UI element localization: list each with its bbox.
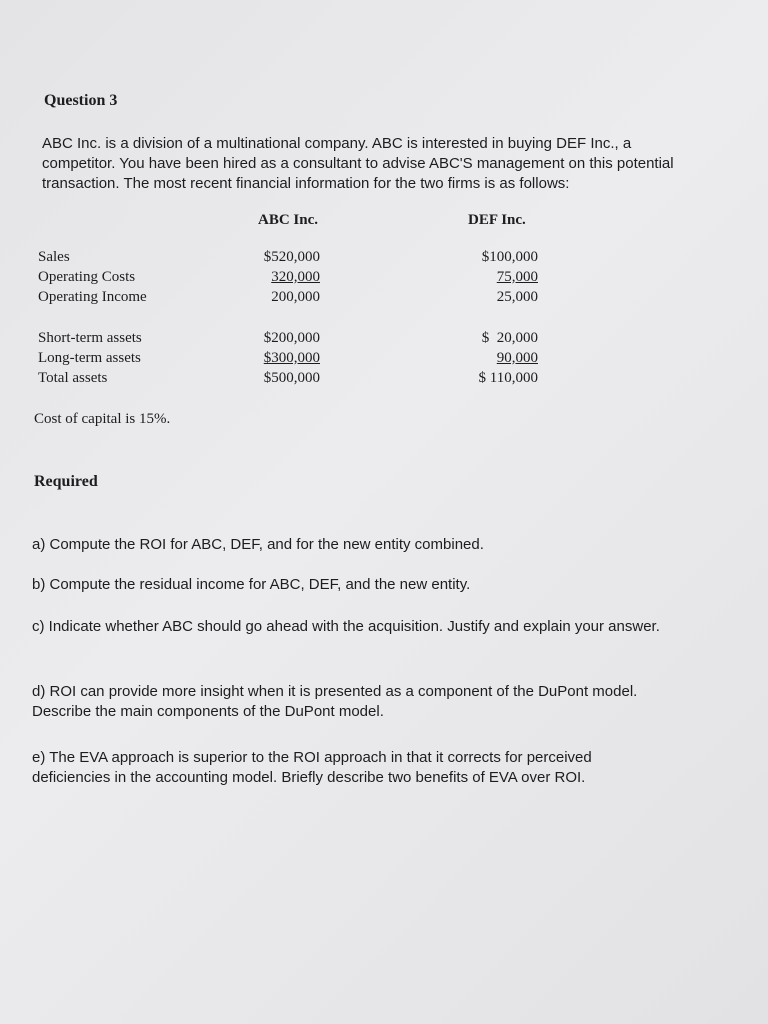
value-def-operating-income: 25,000	[496, 289, 538, 305]
row-label-long-term-assets: Long-term assets	[38, 350, 141, 366]
row-label-total-assets: Total assets	[38, 370, 108, 386]
value-abc-long-term-assets: $300,000	[263, 350, 320, 366]
question-line: d) ROI can provide more insight when it is presented as a component of the DuPont model.	[32, 683, 638, 700]
value-abc-total-assets: $500,000	[263, 370, 320, 386]
row-label-operating-costs: Operating Costs	[38, 269, 136, 285]
value-def-short-term-assets: $ 20,000	[481, 330, 538, 346]
row-label-short-term-assets: Short-term assets	[38, 330, 142, 346]
value-def-long-term-assets: 90,000	[496, 350, 538, 366]
question-line: a) Compute the ROI for ABC, DEF, and for the new entity combined.	[32, 536, 484, 553]
cost-of-capital: Cost of capital is 15%.	[34, 411, 171, 427]
value-abc-sales: $520,000	[263, 249, 320, 265]
intro-line: ABC Inc. is a division of a multinational company. ABC is interested in buying DEF Inc., a	[42, 135, 632, 152]
value-def-sales: $100,000	[481, 249, 538, 265]
intro-line: transaction. The most recent financial information for the two firms is as follows:	[42, 175, 570, 192]
row-label-operating-income: Operating Income	[38, 289, 147, 305]
value-def-total-assets: $ 110,000	[478, 370, 538, 386]
question-line: b) Compute the residual income for ABC, DEF, and the new entity.	[32, 576, 471, 593]
question-item-b	[32, 575, 470, 595]
value-abc-operating-costs: 320,000	[271, 269, 320, 285]
question-line: Describe the main components of the DuPont model.	[32, 703, 384, 720]
question-item-d	[32, 682, 637, 722]
intro-line: competitor. You have been hired as a consultant to advise ABC'S management on this potential	[42, 155, 674, 172]
column-header-def: DEF Inc.	[468, 212, 526, 228]
value-abc-short-term-assets: $200,000	[263, 330, 320, 346]
question-line: deficiencies in the accounting model. Briefly describe two benefits of EVA over ROI.	[32, 769, 586, 786]
question-item-e	[32, 748, 592, 788]
column-header-abc: ABC Inc.	[258, 212, 319, 228]
value-def-operating-costs: 75,000	[496, 269, 538, 285]
question-line: e) The EVA approach is superior to the ROI approach in that it corrects for perceived	[32, 749, 592, 766]
question-title: Question 3	[44, 92, 118, 109]
row-label-sales: Sales	[38, 249, 70, 265]
intro-paragraph	[42, 134, 674, 194]
required-heading: Required	[34, 473, 98, 490]
question-line: c) Indicate whether ABC should go ahead with the acquisition. Justify and explain your answer.	[32, 618, 660, 635]
question-item-c	[32, 617, 660, 637]
value-abc-operating-income: 200,000	[271, 289, 320, 305]
question-item-a	[32, 535, 484, 555]
